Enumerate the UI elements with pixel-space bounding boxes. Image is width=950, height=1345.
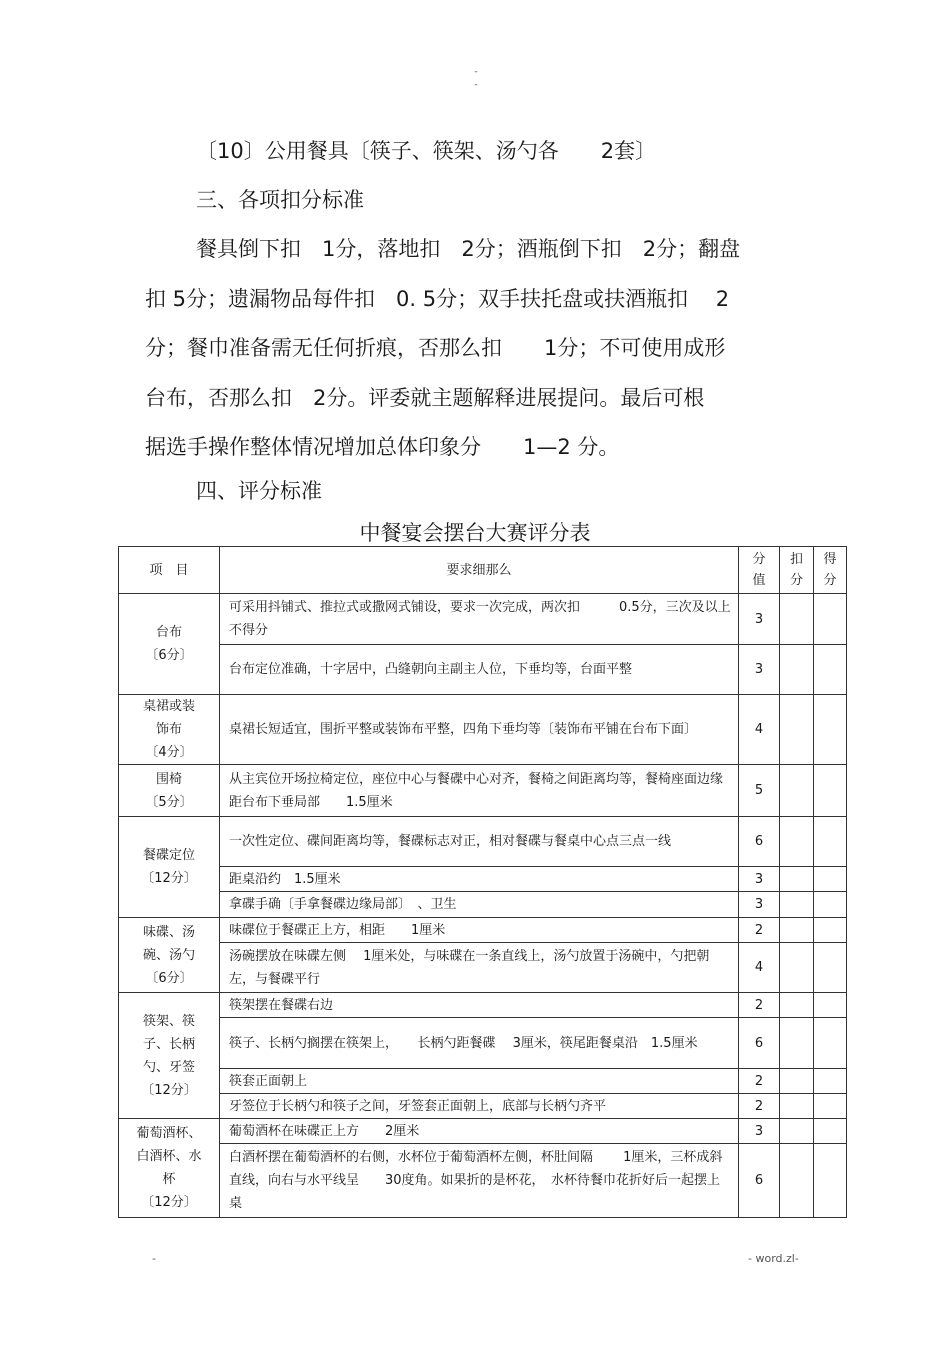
got-cell xyxy=(814,594,847,645)
table-row xyxy=(119,1094,847,1119)
item-cell: 味碟、汤 碗、汤勺 〔6分〕 xyxy=(119,918,220,993)
got-cell xyxy=(814,1018,847,1069)
deduct-cell xyxy=(780,1144,814,1218)
got-cell xyxy=(814,892,847,918)
header-deduct: 扣 分 xyxy=(780,547,814,594)
requirement-cell: 白酒杯摆在葡萄酒杯的右侧，水杯位于葡萄酒杯左侧，杯肚间隔 1厘米，三杯成斜直线，向右与水平线呈 30度角。如果折的是杯花， 水杯待餐巾花折好后一起摆上桌 xyxy=(220,1144,739,1218)
table-row xyxy=(119,817,847,867)
header-score: 分 值 xyxy=(739,547,780,594)
deduct-cell xyxy=(780,892,814,918)
score-cell: 6 xyxy=(739,1144,780,1218)
got-cell xyxy=(814,918,847,943)
deduct-cell xyxy=(780,943,814,993)
table-row xyxy=(119,1018,847,1069)
got-cell xyxy=(814,943,847,993)
table-row xyxy=(119,892,847,918)
item-cell: 筷架、筷 子、长柄 勺、牙签 〔12分〕 xyxy=(119,993,220,1119)
requirement-cell: 筷套正面朝上 xyxy=(220,1069,739,1094)
deduct-cell xyxy=(780,645,814,695)
deduct-cell xyxy=(780,1094,814,1119)
table-row xyxy=(119,1069,847,1094)
got-cell xyxy=(814,645,847,695)
deduct-cell xyxy=(780,1119,814,1144)
header-requirement: 要求细那么 xyxy=(220,547,739,594)
deduct-cell xyxy=(780,1018,814,1069)
table-row xyxy=(119,943,847,993)
got-cell xyxy=(814,1144,847,1218)
deduct-cell xyxy=(780,867,814,892)
table-row xyxy=(119,765,847,817)
table-row xyxy=(119,594,847,645)
page-header-mark: - - xyxy=(474,67,478,90)
requirement-cell: 一次性定位、碟间距离均等，餐碟标志对正，相对餐碟与餐桌中心点三点一线 xyxy=(220,817,739,867)
score-cell: 4 xyxy=(739,943,780,993)
table-title: 中餐宴会摆台大赛评分表 xyxy=(359,521,591,545)
footer-right-mark: - word.zl- xyxy=(748,1252,799,1265)
score-cell: 2 xyxy=(739,993,780,1018)
table-row xyxy=(119,993,847,1018)
section-heading-deduction: 三、各项扣分标准 xyxy=(196,188,364,212)
deduct-cell xyxy=(780,817,814,867)
deduct-cell xyxy=(780,695,814,765)
paragraph-deduction-line-5: 据选手操作整体情况增加总体印象分 1—2 分。 xyxy=(145,435,620,459)
deduct-cell xyxy=(780,594,814,645)
score-cell: 6 xyxy=(739,1018,780,1069)
got-cell xyxy=(814,1069,847,1094)
deduct-cell xyxy=(780,1069,814,1094)
paragraph-public-utensils: 〔10〕公用餐具〔筷子、筷架、汤勺各 2套〕 xyxy=(196,139,657,163)
table-row xyxy=(119,695,847,765)
score-cell: 2 xyxy=(739,1094,780,1119)
score-cell: 5 xyxy=(739,765,780,817)
score-cell: 3 xyxy=(739,867,780,892)
table-row xyxy=(119,1119,847,1144)
got-cell xyxy=(814,1119,847,1144)
score-cell: 3 xyxy=(739,1119,780,1144)
table-row xyxy=(119,918,847,943)
table-row xyxy=(119,645,847,695)
item-cell: 桌裙或装 饰布 〔4分〕 xyxy=(119,695,220,765)
got-cell xyxy=(814,817,847,867)
score-cell: 6 xyxy=(739,817,780,867)
header-item: 项 目 xyxy=(119,547,220,594)
deduct-cell xyxy=(780,765,814,817)
requirement-cell: 可采用抖铺式、推拉式或撒网式铺设，要求一次完成，两次扣 0.5分，三次及以上不得分 xyxy=(220,594,739,645)
deduct-cell xyxy=(780,993,814,1018)
requirement-cell: 距桌沿约 1.5厘米 xyxy=(220,867,739,892)
requirement-cell: 筷子、长柄勺搁摆在筷架上， 长柄勺距餐碟 3厘米，筷尾距餐桌沿 1.5厘米 xyxy=(220,1018,739,1069)
got-cell xyxy=(814,993,847,1018)
requirement-cell: 从主宾位开场拉椅定位，座位中心与餐碟中心对齐，餐椅之间距离均等，餐椅座面边缘距台布下垂局部 1.5厘米 xyxy=(220,765,739,817)
footer-left-mark: - xyxy=(152,1252,156,1265)
requirement-cell: 筷架摆在餐碟右边 xyxy=(220,993,739,1018)
requirement-cell: 桌裙长短适宜，围折平整或装饰布平整，四角下垂均等〔装饰布平铺在台布下面〕 xyxy=(220,695,739,765)
requirement-cell: 葡萄酒杯在味碟正上方 2厘米 xyxy=(220,1119,739,1144)
item-cell: 餐碟定位 〔12分〕 xyxy=(119,817,220,918)
requirement-cell: 汤碗摆放在味碟左侧 1厘米处，与味碟在一条直线上，汤勺放置于汤碗中，勺把朝左，与餐碟平行 xyxy=(220,943,739,993)
got-cell xyxy=(814,867,847,892)
requirement-cell: 味碟位于餐碟正上方，相距 1厘米 xyxy=(220,918,739,943)
got-cell xyxy=(814,695,847,765)
table-row xyxy=(119,1144,847,1218)
table-row xyxy=(119,867,847,892)
item-cell: 台布 〔6分〕 xyxy=(119,594,220,695)
score-cell: 3 xyxy=(739,892,780,918)
got-cell xyxy=(814,1094,847,1119)
got-cell xyxy=(814,765,847,817)
deduct-cell xyxy=(780,918,814,943)
score-cell: 2 xyxy=(739,1069,780,1094)
score-cell: 3 xyxy=(739,645,780,695)
score-cell: 4 xyxy=(739,695,780,765)
score-cell: 3 xyxy=(739,594,780,645)
paragraph-deduction-line-3: 分；餐巾准备需无任何折痕，否那么扣 1分；不可使用成形 xyxy=(145,336,726,360)
item-cell: 围椅 〔5分〕 xyxy=(119,765,220,817)
paragraph-deduction-line-2: 扣 5分；遗漏物品每件扣 0. 5分；双手扶托盘或扶酒瓶扣 2 xyxy=(145,287,730,311)
score-cell: 2 xyxy=(739,918,780,943)
requirement-cell: 牙签位于长柄勺和筷子之间，牙签套正面朝上，底部与长柄勺齐平 xyxy=(220,1094,739,1119)
requirement-cell: 台布定位准确，十字居中，凸缝朝向主副主人位，下垂均等，台面平整 xyxy=(220,645,739,695)
requirement-cell: 拿碟手确〔手拿餐碟边缘局部〕 、卫生 xyxy=(220,892,739,918)
header-got: 得 分 xyxy=(814,547,847,594)
scoring-table xyxy=(118,546,847,1218)
item-cell: 葡萄酒杯、 白酒杯、水 杯 〔12分〕 xyxy=(119,1119,220,1218)
paragraph-deduction-line-4: 台布，否那么扣 2分。评委就主题解释进展提问。最后可根 xyxy=(145,386,705,410)
section-heading-scoring: 四、评分标准 xyxy=(196,479,322,503)
paragraph-deduction-line-1: 餐具倒下扣 1分，落地扣 2分；酒瓶倒下扣 2分；翻盘 xyxy=(196,237,741,261)
